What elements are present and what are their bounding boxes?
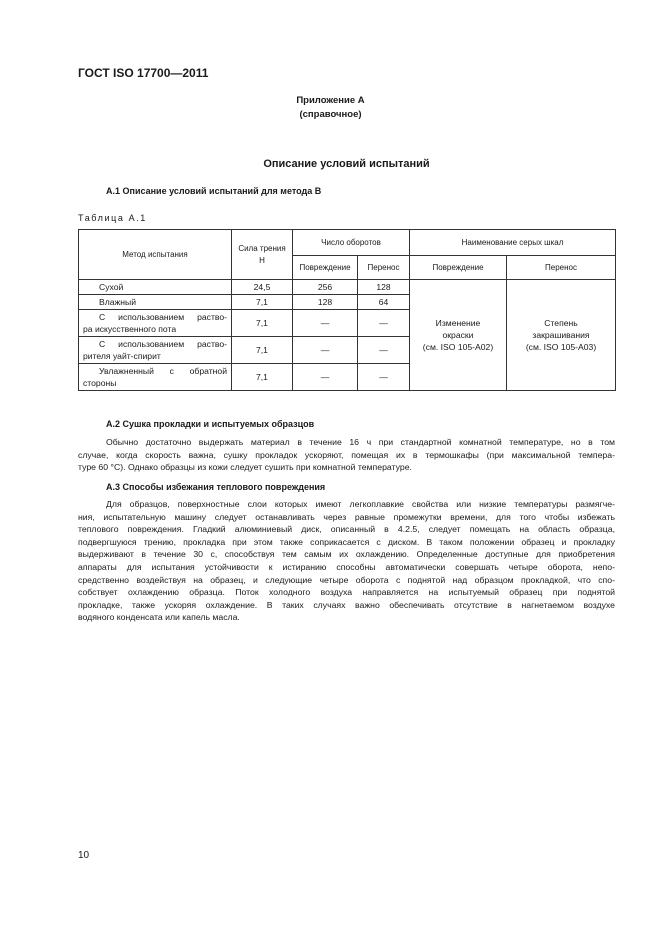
paragraph-line: собствует охлаждению образца. Поток холодного воздуха направляется на испытуемый образец при поднятой [78,587,615,598]
paragraph-line: подвергшуюся трению, прокладка при этом также соприкасается с диском. В таком положении образец и прокладку [78,536,615,547]
row-force: 7,1 [232,337,293,364]
head-force: Сила трения Н [232,230,293,280]
document-header: ГОСТ ISO 17700—2011 [78,66,209,80]
paragraph-line: теплового повреждения. Гладкий алюминиевый диск, описанный в 4.2.5, следует помещать на область образца, [78,524,615,535]
section-a3-paragraph [78,498,615,624]
annex-title: Приложение А [296,95,365,106]
row-transfer: — [358,310,410,337]
row-method-line: рителя уайт-спирит [83,351,161,361]
paragraph-line: прокладке, также ускоряя охлаждение. В таких случаях важно обеспечивать отсутствие в нагнетаемом воздухе [78,599,615,610]
row-method-line: С использованием раство- [99,312,227,322]
page-number: 10 [78,850,90,861]
section-a1-heading: А.1 Описание условий испытаний для метода В [106,186,322,196]
paragraph-line: случае, когда скорость важна, сушку прокладок ускоряют, помещая их в термошкафы (при максимальной темпера- [78,449,615,460]
merged-transfer-cell [507,280,616,391]
row-force: 7,1 [232,295,293,310]
main-title: Описание условий испытаний [263,158,430,170]
paragraph-line: туре 60 °С). Однако образцы из кожи следует сушить при комнатной температуре. [78,462,412,473]
row-damage: — [293,310,358,337]
row-method-line: ра искусственного пота [83,324,177,334]
merged-damage-line: окраски [442,330,474,340]
row-damage: 256 [293,280,358,295]
table-row [79,280,616,295]
row-method-line: Увлажненный с обратной [99,366,227,376]
row-force: 24,5 [232,280,293,295]
merged-damage-cell [410,280,507,391]
head-turns-transfer: Перенос [358,256,410,280]
paragraph-line: Для образцов, поверхностные слои которых имеют легкоплавкие свойства или низкие температуры размягче- [106,499,615,509]
head-turns-damage: Повреждение [293,256,358,280]
row-method [79,364,232,391]
row-method-line: стороны [83,378,117,388]
section-a2-heading: А.2 Сушка прокладки и испытуемых образцов [106,419,315,429]
merged-damage-line: Изменение [435,318,481,328]
row-method [79,337,232,364]
paragraph-line: аппараты для испытания устойчивости к истиранию способны автоматически совершать четыре оборота, непо- [78,561,615,572]
row-damage: — [293,364,358,391]
row-force: 7,1 [232,310,293,337]
paragraph-line: ния, испытательную машину следует останавливать через равные промежутки времени, для того чтобы избежать [78,511,615,522]
section-a3-heading: А.3 Способы избежания теплового повреждения [106,482,326,492]
section-a2-paragraph [78,436,615,474]
merged-transfer-line: Степень [544,318,578,328]
table-header-row [79,230,616,256]
head-grey-damage: Повреждение [410,256,507,280]
merged-damage-line: (см. ISO 105-A02) [422,342,494,352]
head-grey-scales: Наименование серых шкал [410,230,616,256]
paragraph-line: выдерживают в течение 30 с, способствуя тем самым их охлаждению. Определенные доступные для приобретения [78,549,615,560]
annex-type: (справочное) [299,109,362,120]
paragraph-line: водяного конденсата или капель масла. [78,612,240,623]
merged-transfer-line: закрашивания [532,330,590,340]
table-caption: Таблица А.1 [78,213,147,223]
row-method [79,310,232,337]
head-turns: Число оборотов [293,230,410,256]
row-method: Влажный [79,295,232,310]
paragraph-line: Обычно достаточно выдержать материал в течение 16 ч при стандартной комнатной температуре, но в том [106,437,615,447]
row-transfer: 64 [358,295,410,310]
row-transfer: 128 [358,280,410,295]
row-force: 7,1 [232,364,293,391]
row-method: Сухой [79,280,232,295]
row-damage: 128 [293,295,358,310]
row-method-line: С использованием раство- [99,339,227,349]
row-damage: — [293,337,358,364]
row-transfer: — [358,337,410,364]
head-grey-transfer: Перенос [507,256,616,280]
head-method: Метод испытания [79,230,232,280]
test-conditions-table [78,229,616,391]
row-transfer: — [358,364,410,391]
merged-transfer-line: (см. ISO 105-A03) [525,342,597,352]
paragraph-line: средственно воздействуя на образец, и следующие четыре оборота с поднятой над образцом прокладкой, что спо- [78,574,615,585]
